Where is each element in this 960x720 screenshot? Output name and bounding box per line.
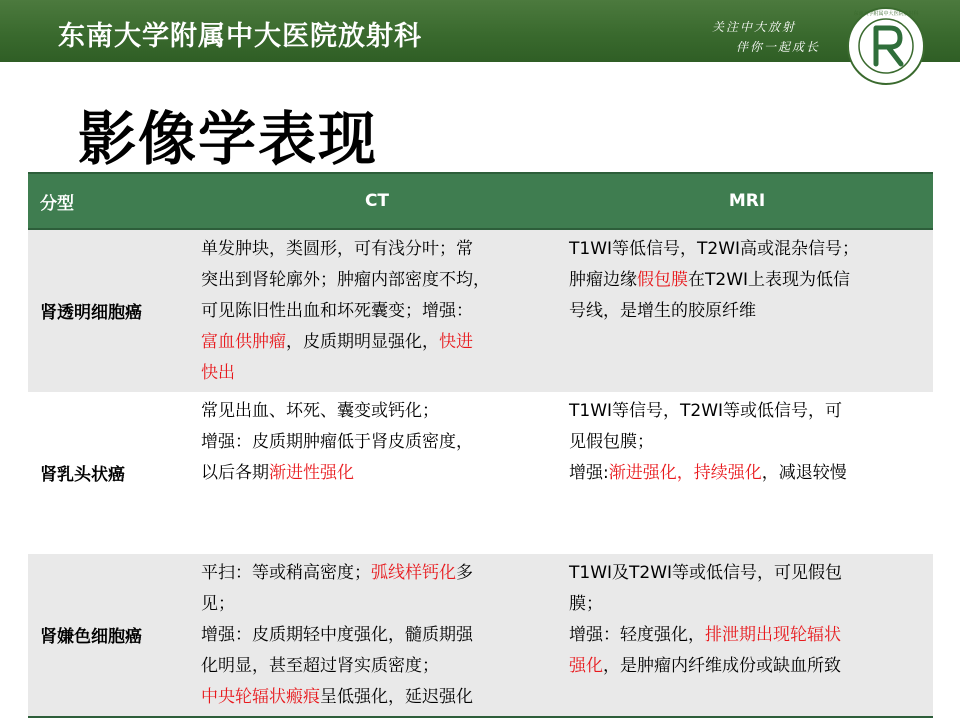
logo-ring-text: 东南大学附属中大医院放射科 <box>853 11 919 17</box>
mri-text: ，减退较慢 <box>761 463 847 483</box>
ct-line <box>201 265 553 296</box>
findings-table <box>28 172 933 718</box>
ct-line <box>201 234 553 265</box>
mri-line <box>569 296 925 327</box>
mri-text: 肿瘤边缘 <box>569 270 637 290</box>
mri-cell <box>561 392 933 554</box>
header-type: 分型 <box>28 173 193 229</box>
mri-line <box>569 427 925 458</box>
row-type: 肾嫌色细胞癌 <box>28 554 193 717</box>
ct-text: 多 <box>456 563 473 583</box>
header-ct: CT <box>193 173 561 229</box>
ct-highlight: 渐进性强化 <box>269 463 354 483</box>
ct-text: 增强：皮质期轻中度强化，髓质期强 <box>201 625 473 645</box>
ct-text: 化明显，甚至超过肾实质密度； <box>201 656 439 676</box>
mri-highlight: 假包膜 <box>637 270 688 290</box>
table-row <box>28 554 933 717</box>
ct-highlight: 弧线样钙化 <box>371 563 456 583</box>
mri-text: 增强：轻度强化， <box>569 625 705 645</box>
mri-text: 增强: <box>569 463 609 483</box>
mri-line <box>569 651 925 682</box>
mri-text: 膜； <box>569 594 603 614</box>
mri-text: T1WI等低信号，T2WI高或混杂信号； <box>569 239 860 259</box>
mri-text: T1WI及T2WI等或低信号，可见假包 <box>569 563 843 583</box>
ct-line <box>201 458 553 489</box>
ct-highlight: 快进 <box>439 332 473 352</box>
ct-text: 见； <box>201 594 235 614</box>
ct-line <box>201 327 553 358</box>
mri-line <box>569 234 925 265</box>
mri-line <box>569 396 925 427</box>
ct-highlight: 快出 <box>201 363 235 383</box>
ct-text: 可见陈旧性出血和坏死囊变；增强： <box>201 301 473 321</box>
ct-line <box>201 427 553 458</box>
slogan-line-2: 伴你一起成长 <box>736 40 821 54</box>
table-header-row <box>28 173 933 229</box>
ct-text: 常见出血、坏死、囊变或钙化； <box>201 401 439 421</box>
ct-line <box>201 620 553 651</box>
row-type: 肾透明细胞癌 <box>28 229 193 392</box>
slogan-line-1: 关注中大放射 <box>712 20 797 34</box>
mri-line <box>569 265 925 296</box>
mri-line <box>569 458 925 489</box>
ct-text: 突出到肾轮廓外；肿瘤内部密度不均， <box>201 270 490 290</box>
ct-text: 增强：皮质期肿瘤低于肾皮质密度， <box>201 432 473 452</box>
mri-cell <box>561 554 933 717</box>
ct-line <box>201 651 553 682</box>
banner-title: 东南大学附属中大医院放射科 <box>58 21 422 52</box>
table-row <box>28 229 933 392</box>
header-banner <box>0 0 960 62</box>
ct-line <box>201 682 553 713</box>
ct-text: 平扫：等或稍高密度； <box>201 563 371 583</box>
ct-highlight: 富血供肿瘤 <box>201 332 286 352</box>
page-title: 影像学表现 <box>78 105 379 173</box>
ct-line <box>201 558 553 589</box>
ct-cell <box>193 554 561 717</box>
ct-text: 呈低强化，延迟强化 <box>320 687 473 707</box>
mri-text: T1WI等信号，T2WI等或低信号，可 <box>569 401 843 421</box>
mri-text: 号线，是增生的胶原纤维 <box>569 301 756 321</box>
ct-text: 以后各期 <box>201 463 269 483</box>
ct-text: 单发肿块，类圆形，可有浅分叶；常 <box>201 239 473 259</box>
mri-highlight: 强化 <box>569 656 603 676</box>
mri-line <box>569 620 925 651</box>
ct-line <box>201 589 553 620</box>
row-type: 肾乳头状癌 <box>28 392 193 554</box>
department-logo <box>846 6 926 86</box>
ct-highlight: 中央轮辐状瘢痕 <box>201 687 320 707</box>
mri-line <box>569 558 925 589</box>
mri-highlight: 排泄期出现轮辐状 <box>705 625 841 645</box>
ct-cell <box>193 229 561 392</box>
table-row <box>28 392 933 554</box>
mri-text: 在T2WI上表现为低信 <box>688 270 851 290</box>
ct-line <box>201 396 553 427</box>
ct-line <box>201 296 553 327</box>
mri-highlight: 渐进强化，持续强化 <box>608 463 762 483</box>
mri-text: 见假包膜； <box>569 432 654 452</box>
mri-cell <box>561 229 933 392</box>
ct-cell <box>193 392 561 554</box>
ct-line <box>201 358 553 389</box>
mri-text: ，是肿瘤内纤维成份或缺血所致 <box>603 656 841 676</box>
header-mri: MRI <box>561 173 933 229</box>
ct-text: ，皮质期明显强化， <box>286 332 439 352</box>
mri-line <box>569 589 925 620</box>
